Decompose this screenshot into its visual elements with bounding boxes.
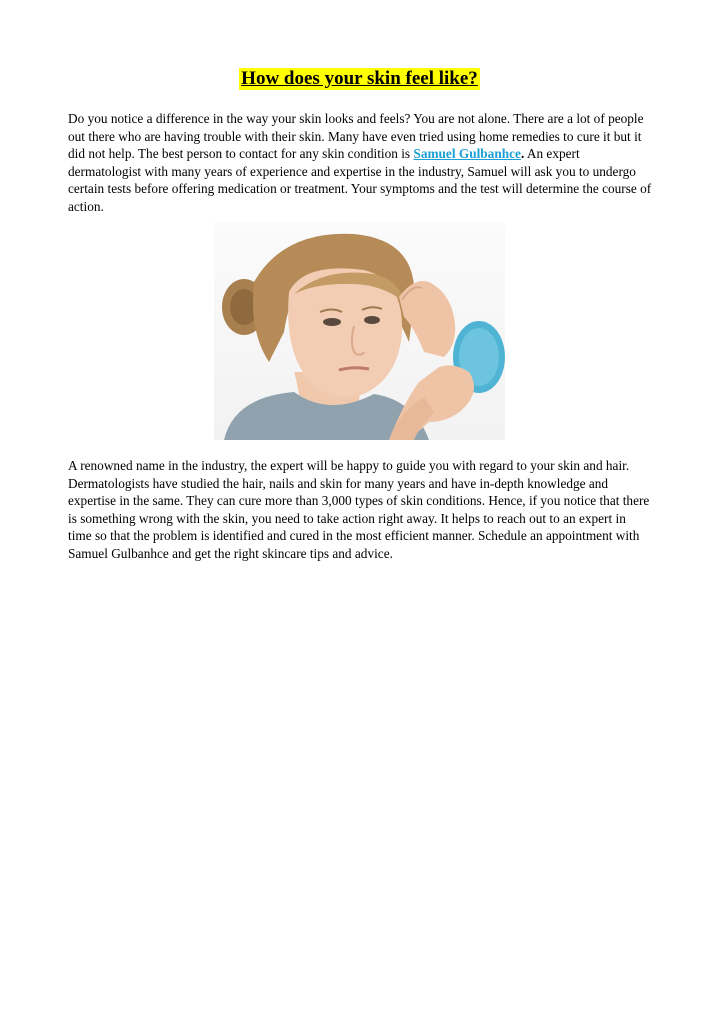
intro-paragraph <box>68 110 652 216</box>
samuel-gulbanhce-link[interactable]: Samuel Gulbanhce <box>413 146 521 162</box>
woman-mirror-photo <box>214 222 505 440</box>
title-container <box>0 68 719 90</box>
link-period: . <box>520 146 525 162</box>
woman-with-mirror-icon <box>214 222 505 440</box>
page-title: How does your skin feel like? <box>241 68 478 89</box>
intro-text-before-link: Do you notice a difference in the way your skin looks and feels? You are not alone. There are a lot of people out there who are having trouble with their skin. Many have even tried using home remedies to cure it but it did not help. The best person to contact for any skin condition is <box>68 111 644 162</box>
intro-text-after-link: An expert dermatologist with many years of experience and expertise in the industry, Samuel will ask you to undergo certain tests before offering medication or treatment. Your symptoms and the test will determine the course of action. <box>68 146 652 214</box>
body-paragraph: A renowned name in the industry, the expert will be happy to guide you with regard to your skin and hair. Dermatologists have studied the hair, nails and skin for many years and have in-depth knowledge and expertise in the same. They can cure more than 3,000 types of skin conditions. Hence, if you notice that there is something wrong with the skin, you need to take action right away. It helps to reach out to an expert in time so that the problem is identified and cured in the most efficient manner. Schedule an appointment with Samuel Gulbanhce and get the right skincare tips and advice. <box>68 458 650 561</box>
